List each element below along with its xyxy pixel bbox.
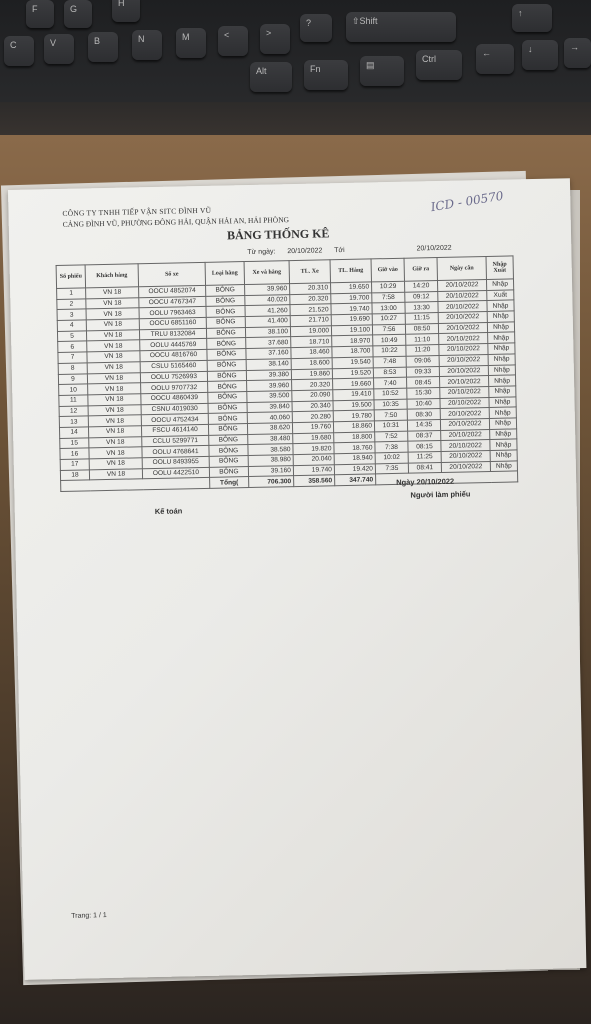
table-cell: OOCU 4852074: [139, 285, 206, 297]
table-cell: 19.820: [293, 443, 334, 455]
table-cell: OOCU 6851160: [139, 317, 206, 329]
table-cell: VN 18: [89, 436, 142, 448]
table-cell: 20.320: [292, 379, 333, 391]
table-cell: 39.500: [247, 390, 292, 402]
table-cell: 10:22: [373, 345, 406, 356]
page-number: Trang: 1 / 1: [71, 912, 107, 920]
company-name: CÔNG TY TNHH TIẾP VẬN SITC ĐÌNH VŨ: [62, 205, 212, 218]
table-cell: 11:20: [406, 345, 439, 356]
table-cell: Nhập: [489, 407, 516, 418]
table-cell: VN 18: [88, 394, 141, 406]
table-cell: 12: [59, 405, 88, 416]
table-cell: 19.100: [331, 325, 372, 337]
table-cell: 13:00: [372, 303, 405, 314]
table-cell: 08:15: [408, 441, 441, 452]
table-cell: Nhập: [490, 450, 517, 461]
table-cell: 15: [60, 437, 89, 448]
table-cell: Nhập: [488, 354, 515, 365]
table-cell: 40.060: [247, 412, 292, 424]
table-cell: 38.620: [247, 423, 292, 435]
key-h: H: [112, 0, 140, 22]
table-cell: 19.420: [334, 464, 375, 476]
table-cell: VN 18: [87, 372, 140, 384]
table-cell: 38.580: [248, 444, 293, 456]
table-cell: VN 18: [88, 383, 141, 395]
table-cell: BÔNG: [207, 338, 246, 350]
col-weigh-date: Ngày cân: [437, 257, 486, 281]
key-g: G: [64, 0, 92, 28]
table-cell: 19.000: [290, 326, 331, 338]
table-cell: BÔNG: [208, 391, 247, 403]
table-cell: 08:37: [408, 430, 441, 441]
table-cell: Nhập: [489, 418, 516, 429]
table-cell: 39.840: [247, 401, 292, 413]
table-cell: TRLU 8132084: [139, 328, 206, 340]
table-cell: 18.800: [334, 431, 375, 443]
signature-date: Ngày 20/10/2022: [396, 476, 455, 487]
table-cell: 19.650: [331, 282, 372, 294]
table-cell: BÔNG: [209, 445, 248, 457]
table-cell: BÔNG: [208, 423, 247, 435]
signature-role: Người làm phiếu: [410, 489, 471, 500]
table-cell: BÔNG: [209, 466, 248, 478]
key-arrow-down: ↓: [522, 40, 558, 70]
key-menu: ▤: [360, 56, 404, 86]
table-cell: 20.040: [293, 454, 334, 466]
table-cell: 10:52: [374, 388, 407, 399]
table-cell: 4: [57, 320, 86, 331]
table-cell: 7:38: [375, 441, 408, 452]
table-cell: VN 18: [88, 415, 141, 427]
table-cell: 09:06: [406, 355, 439, 366]
table-cell: 11:25: [408, 451, 441, 462]
table-cell: 18.860: [333, 421, 374, 433]
table-cell: 21.520: [290, 304, 331, 316]
table-cell: VN 18: [88, 426, 141, 438]
table-cell: OOLU 7526993: [140, 371, 207, 383]
col-time-in: Giờ vào: [371, 258, 404, 282]
table-cell: Nhập: [490, 439, 517, 450]
table-cell: 18.460: [291, 347, 332, 359]
table-cell: BÔNG: [206, 327, 245, 339]
table-cell: 6: [58, 341, 87, 352]
col-customer: Khách hàng: [85, 264, 138, 288]
total-gross: 706.300: [249, 476, 294, 488]
table-cell: 7:48: [373, 356, 406, 367]
key-arrow-right: →: [564, 38, 591, 68]
table-cell: 10:27: [372, 313, 405, 324]
table-cell: 18.700: [332, 346, 373, 358]
table-cell: Nhập: [488, 364, 515, 375]
key-fn: Fn: [304, 60, 348, 90]
table-cell: 09:12: [405, 291, 438, 302]
table-cell: 09:33: [406, 366, 439, 377]
table-cell: VN 18: [86, 287, 139, 299]
table-cell: 8:53: [373, 367, 406, 378]
table-cell: Nhập: [488, 343, 515, 354]
key-f: F: [26, 0, 54, 28]
table-cell: OOCU 4752434: [141, 414, 208, 426]
table-cell: 21.710: [290, 315, 331, 327]
table-cell: 39.160: [248, 465, 293, 477]
col-gross: Xe và hàng: [244, 261, 289, 285]
table-cell: 10:49: [373, 335, 406, 346]
date-range: [247, 245, 461, 256]
table-cell: OOLU 7963463: [139, 307, 206, 319]
table-cell: 13:30: [405, 302, 438, 313]
total-label: Tổng(: [210, 477, 249, 489]
table-cell: 19.660: [333, 378, 374, 390]
key-n: N: [132, 30, 162, 60]
table-cell: 39.380: [246, 369, 291, 381]
col-goods-type: Loại hàng: [205, 262, 244, 286]
table-cell: 10:35: [374, 399, 407, 410]
table-cell: 37.680: [246, 337, 291, 349]
table-cell: 10:40: [407, 398, 440, 409]
table-cell: 18.940: [334, 453, 375, 465]
table-cell: 20/10/2022: [439, 365, 488, 377]
table-cell: Nhập: [488, 375, 515, 386]
statistics-table: [56, 255, 519, 492]
table-cell: 7:40: [374, 377, 407, 388]
key-arrow-left: ←: [476, 44, 514, 74]
table-cell: 14: [59, 427, 88, 438]
col-in-out: Nhập Xuất: [486, 256, 513, 280]
table-cell: 08:41: [408, 462, 441, 473]
table-cell: Nhập: [487, 322, 514, 333]
table-cell: 5: [57, 331, 86, 342]
table-cell: 20.320: [290, 293, 331, 305]
table-cell: 18.970: [332, 335, 373, 347]
table-cell: BÔNG: [207, 359, 246, 371]
table-cell: 20/10/2022: [439, 344, 488, 356]
key-greater: >: [260, 24, 290, 54]
table-cell: 19.680: [293, 432, 334, 444]
table-cell: FSCU 4614140: [141, 424, 208, 436]
table-cell: VN 18: [89, 447, 142, 459]
table-cell: 41.260: [245, 305, 290, 317]
table-cell: 10:31: [374, 420, 407, 431]
table-cell: 10: [59, 384, 88, 395]
col-goods-weight: TL. Hàng: [330, 259, 371, 283]
table-cell: 19.740: [331, 303, 372, 315]
table-cell: VN 18: [87, 362, 140, 374]
table-cell: 19.690: [331, 314, 372, 326]
table-cell: 10:02: [375, 452, 408, 463]
table-cell: 7: [58, 352, 87, 363]
table-cell: Nhập: [490, 429, 517, 440]
from-label: Từ ngày:: [247, 248, 276, 257]
table-cell: 39.960: [247, 380, 292, 392]
table-cell: 38.140: [246, 358, 291, 370]
table-cell: 1: [57, 288, 86, 299]
table-cell: 20/10/2022: [441, 429, 490, 441]
table-cell: CSNU 4019030: [141, 403, 208, 415]
table-cell: 19.860: [291, 368, 332, 380]
table-cell: BÔNG: [209, 434, 248, 446]
table-cell: 19.520: [332, 367, 373, 379]
table-cell: 39.960: [245, 284, 290, 296]
table-cell: 20/10/2022: [439, 354, 488, 366]
table-cell: 11: [59, 395, 88, 406]
table-cell: 40.020: [245, 294, 290, 306]
key-ctrl: Ctrl: [416, 50, 462, 80]
table-cell: 20/10/2022: [440, 376, 489, 388]
table-cell: 20/10/2022: [440, 408, 489, 420]
key-question: ?: [300, 14, 332, 42]
to-label: Tới: [334, 246, 345, 255]
table-cell: BÔNG: [208, 381, 247, 393]
table-cell: BÔNG: [208, 413, 247, 425]
table-cell: 20.340: [292, 400, 333, 412]
table-cell: 7:35: [375, 463, 408, 474]
table-cell: OOLU 4768641: [142, 446, 209, 458]
table-cell: 19.540: [332, 357, 373, 369]
table-cell: OOLU 4445769: [140, 339, 207, 351]
col-time-out: Giờ ra: [404, 258, 437, 282]
table-cell: OOLU 8493955: [142, 456, 209, 468]
table-cell: 19.500: [333, 399, 374, 411]
key-arrow-up: ↑: [512, 4, 552, 32]
table-cell: BÔNG: [208, 402, 247, 414]
from-date: 20/10/2022: [287, 247, 323, 256]
table-cell: 20/10/2022: [441, 461, 490, 473]
table-cell: VN 18: [87, 340, 140, 352]
col-vehicle-no: Số xe: [138, 262, 205, 286]
table-cell: CSLU 5165460: [140, 360, 207, 372]
table-cell: 19.760: [292, 422, 333, 434]
company-address: CẢNG ĐÌNH VŨ, PHƯỜNG ĐÔNG HẢI, QUẬN HẢI AN, HẢI PHÒNG: [62, 215, 290, 229]
table-cell: Nhập: [490, 461, 517, 472]
table-cell: 37.160: [246, 348, 291, 360]
table-cell: VN 18: [88, 404, 141, 416]
table-cell: 18: [60, 470, 89, 481]
table-cell: 20/10/2022: [440, 386, 489, 398]
table-cell: 2: [57, 299, 86, 310]
table-cell: 20/10/2022: [441, 440, 490, 452]
table-cell: 19.410: [333, 389, 374, 401]
table-cell: 38.980: [248, 455, 293, 467]
table-cell: VN 18: [89, 458, 142, 470]
document-title: BẢNG THỐNG KÊ: [226, 226, 330, 243]
table-cell: 20/10/2022: [438, 301, 487, 313]
to-date: 20/10/2022: [416, 244, 452, 253]
table-cell: OOCU 4860439: [141, 392, 208, 404]
handwritten-note: ICD - 00570: [429, 188, 505, 215]
table-cell: Nhập: [487, 311, 514, 322]
table-cell: BÔNG: [206, 285, 245, 297]
table-cell: 18.710: [291, 336, 332, 348]
col-ticket-no: Số phiếu: [56, 265, 85, 289]
table-cell: OOLU 4422510: [142, 467, 209, 479]
table-cell: VN 18: [89, 468, 142, 480]
table-cell: OOCU 4816760: [140, 349, 207, 361]
table-cell: Nhập: [489, 396, 516, 407]
table-cell: 17: [60, 459, 89, 470]
table-cell: VN 18: [86, 330, 139, 342]
table-cell: 20/10/2022: [438, 290, 487, 302]
table-cell: 20/10/2022: [440, 397, 489, 409]
table-cell: 38.480: [248, 433, 293, 445]
table-cell: 19.740: [293, 464, 334, 476]
table-cell: BÔNG: [206, 306, 245, 318]
table-cell: 18.760: [334, 442, 375, 454]
table-cell: 20/10/2022: [438, 322, 487, 334]
table-cell: 41.400: [245, 316, 290, 328]
table-cell: 20.090: [292, 390, 333, 402]
table-cell: OOLU 9707732: [141, 382, 208, 394]
table-cell: 7:56: [372, 324, 405, 335]
key-c: C: [4, 36, 34, 66]
table-cell: 20/10/2022: [440, 418, 489, 430]
table-cell: 20.310: [290, 283, 331, 295]
table-cell: Xuất: [487, 290, 514, 301]
accountant-label: Kế toán: [154, 506, 183, 516]
table-cell: BÔNG: [207, 370, 246, 382]
table-cell: 13: [59, 416, 88, 427]
table-cell: VN 18: [86, 297, 139, 309]
table-cell: 9: [58, 373, 87, 384]
table-cell: 19.780: [333, 410, 374, 422]
table-cell: 11:10: [406, 334, 439, 345]
table-cell: BÔNG: [206, 317, 245, 329]
table-cell: 38.100: [245, 326, 290, 338]
key-b: B: [88, 32, 118, 62]
table-cell: 8: [58, 363, 87, 374]
table-cell: 20/10/2022: [438, 312, 487, 324]
table-cell: 18.600: [291, 358, 332, 370]
table-cell: 08:45: [407, 377, 440, 388]
table-cell: Nhập: [489, 386, 516, 397]
key-alt: Alt: [250, 62, 292, 92]
table-cell: VN 18: [86, 319, 139, 331]
table-cell: BÔNG: [207, 349, 246, 361]
col-vehicle-weight: TL. Xe: [289, 260, 330, 284]
table-cell: Nhập: [486, 279, 513, 290]
table-cell: 19.700: [331, 293, 372, 305]
table-cell: 7:50: [374, 409, 407, 420]
table-cell: 08:50: [405, 323, 438, 334]
table-cell: BÔNG: [209, 456, 248, 468]
table-cell: Nhập: [487, 300, 514, 311]
table-cell: BÔNG: [206, 295, 245, 307]
document-paper: [8, 178, 586, 980]
table-cell: 11:15: [405, 313, 438, 324]
table-cell: 3: [57, 309, 86, 320]
table-cell: 15:30: [407, 387, 440, 398]
table-cell: 20/10/2022: [437, 279, 486, 291]
table-cell: 16: [60, 448, 89, 459]
table-cell: 14:35: [407, 419, 440, 430]
table-cell: 7:58: [372, 292, 405, 303]
table-cell: 08:30: [407, 409, 440, 420]
table-cell: VN 18: [87, 351, 140, 363]
table-cell: 20/10/2022: [439, 333, 488, 345]
key-shift: ⇧Shift: [346, 12, 456, 42]
table-cell: 20/10/2022: [441, 450, 490, 462]
key-m: M: [176, 28, 206, 58]
key-v: V: [44, 34, 74, 64]
table-cell: 7:52: [375, 431, 408, 442]
table-cell: Nhập: [488, 332, 515, 343]
table-cell: VN 18: [86, 308, 139, 320]
total-goods-weight: 347.740: [335, 474, 376, 486]
table-cell: 10:29: [372, 281, 405, 292]
table-cell: 20.280: [292, 411, 333, 423]
total-vehicle-weight: 358.560: [294, 475, 335, 487]
key-less: <: [218, 26, 248, 56]
table-cell: OOCU 4767347: [139, 296, 206, 308]
table-cell: 14:20: [404, 281, 437, 292]
table-cell: CCLU 5299771: [142, 435, 209, 447]
